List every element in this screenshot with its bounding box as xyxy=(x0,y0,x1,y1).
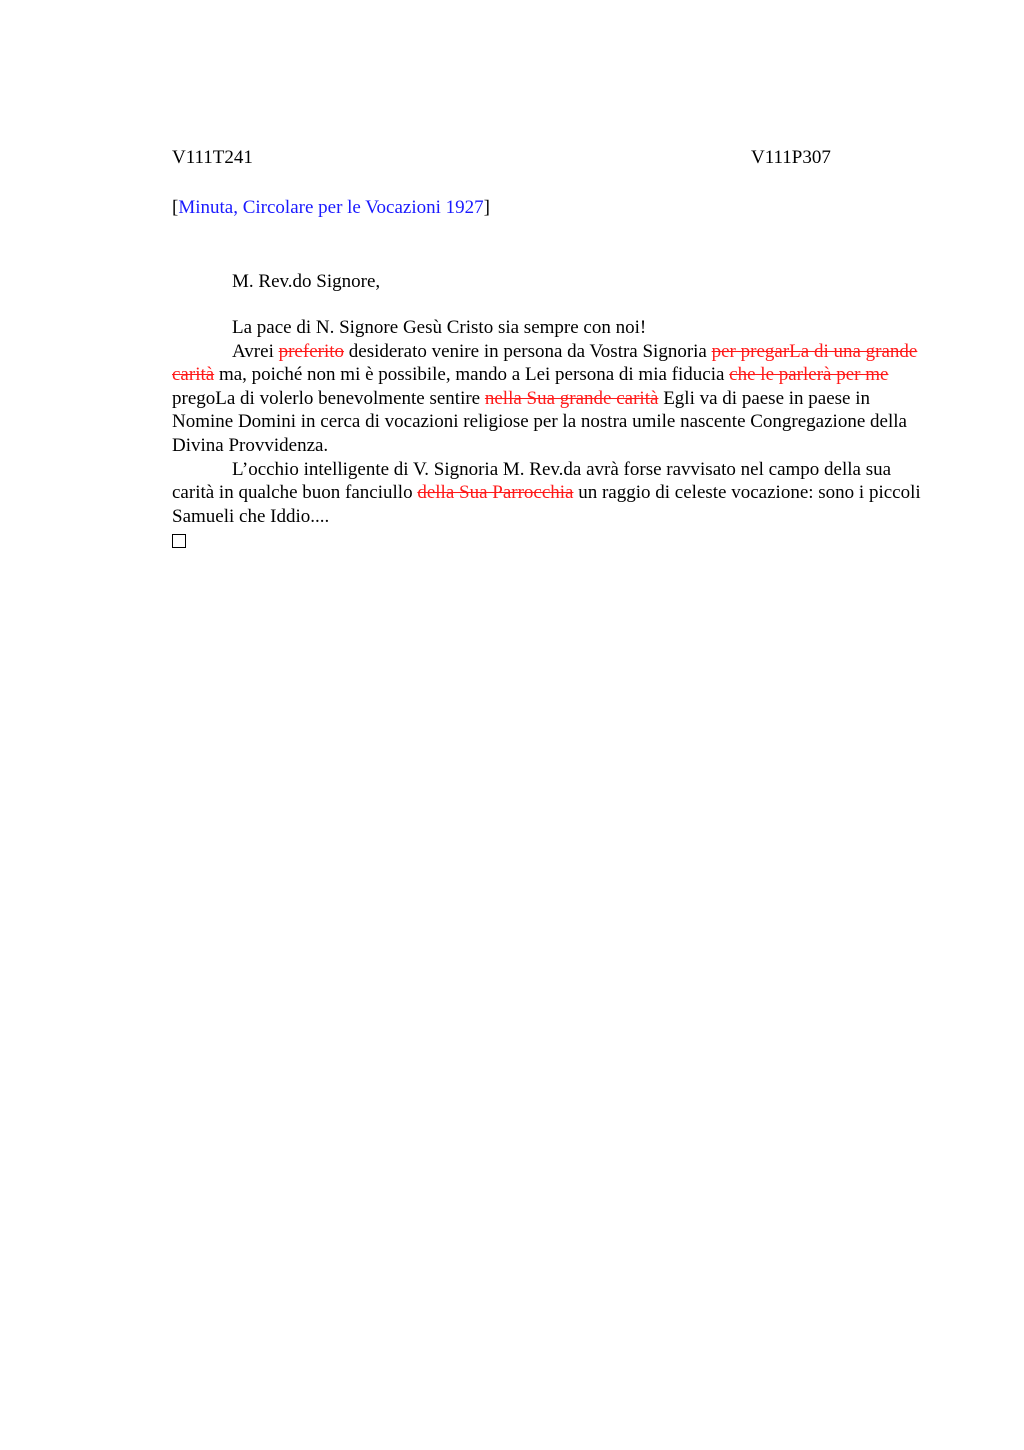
document-page xyxy=(172,144,932,554)
text-segment: pregoLa di volerlo benevolmente sentire xyxy=(172,387,485,409)
right-reference-code: V111P307 xyxy=(751,147,831,168)
text-segment: L’occhio intelligente di V. Signoria M. Rev.da avrà forse ravvisato nel campo della sua carità in qualche buon fanciullo xyxy=(172,458,892,504)
body-paragraph-1 xyxy=(172,340,932,458)
salutation: M. Rev.do Signore, xyxy=(232,271,381,292)
title-open-bracket: [ xyxy=(172,197,179,218)
empty-square-icon xyxy=(172,534,186,548)
text-segment: desiderato venire in persona da Vostra Signoria xyxy=(344,340,712,362)
text-segment: Avrei xyxy=(232,340,279,362)
body-paragraph-2 xyxy=(172,458,932,529)
text-segment: Egli va di paese in paese in Nomine Domini in cerca di vocazioni religiose per la nostra umile nascente Congregazione della Divina Provvidenza. xyxy=(172,387,907,456)
deleted-text: che le parlerà per me xyxy=(729,364,889,386)
deleted-text: della Sua Parrocchia xyxy=(417,482,574,504)
end-marker xyxy=(172,528,932,554)
title-text: Minuta, Circolare per le Vocazioni 1927 xyxy=(178,197,484,218)
text-segment: ma, poiché non mi è possibile, mando a Lei persona di mia fiducia xyxy=(214,364,730,386)
deleted-text: per pregarLa di una grande carità xyxy=(172,340,918,386)
left-reference-code: V111T241 xyxy=(172,147,253,168)
reference-row xyxy=(172,144,932,172)
text-segment: un raggio di celeste vocazione: sono i piccoli Samueli che Iddio.... xyxy=(172,482,921,527)
deleted-text: nella Sua grande carità xyxy=(484,387,659,409)
deleted-text: preferito xyxy=(278,340,345,362)
document-title xyxy=(172,194,932,222)
greeting-paragraph: La pace di N. Signore Gesù Cristo sia sempre con noi! xyxy=(232,317,647,338)
title-close-bracket: ] xyxy=(483,197,490,218)
